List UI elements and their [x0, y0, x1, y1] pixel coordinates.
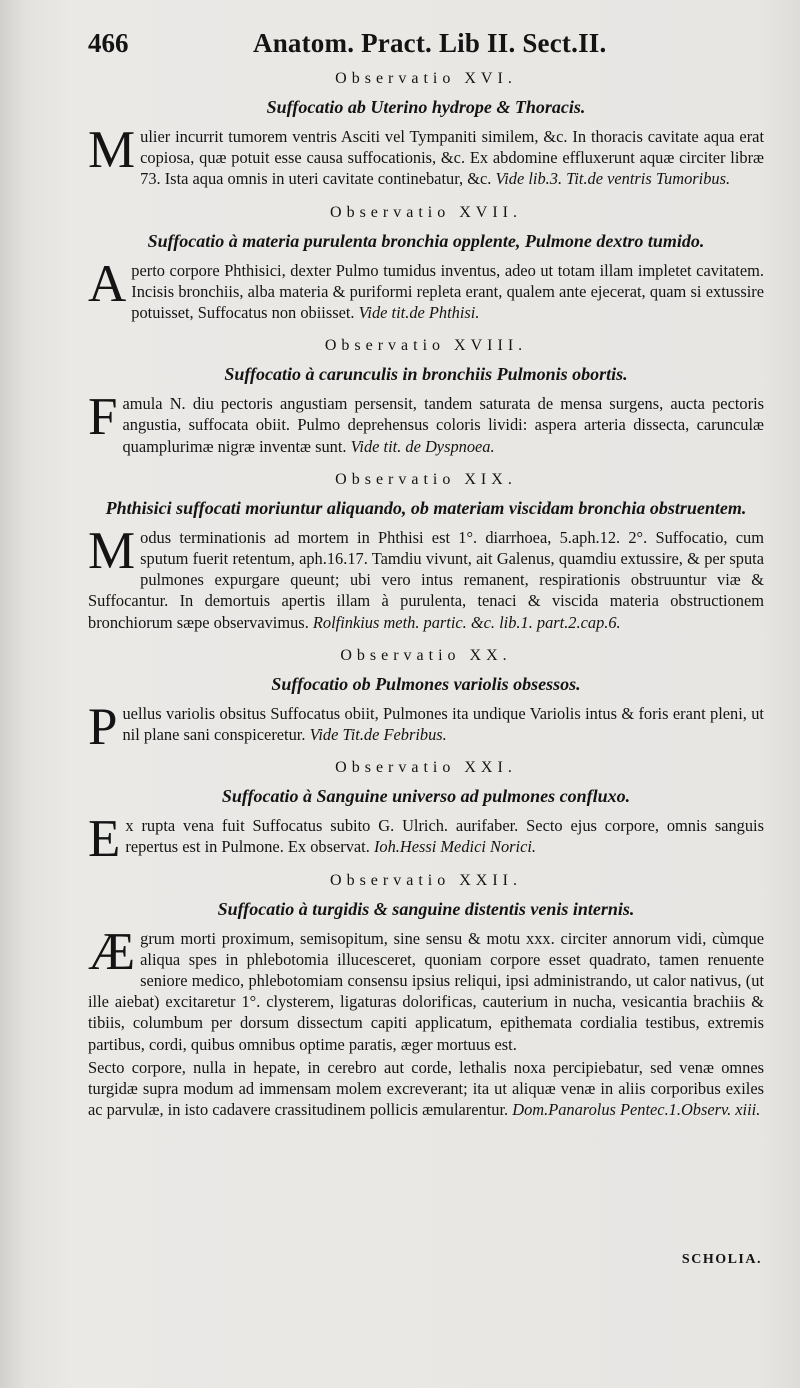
observation-title: Observatio XVII. — [330, 203, 522, 221]
observation-paragraph — [88, 810, 764, 869]
observation-22 — [88, 870, 764, 1121]
observation-subtitle: Phthisici suffocati moriuntur aliquando, ob materiam viscidam bronchia obstruentem. — [105, 497, 747, 518]
cross-reference: Vide lib.3. Tit.de ventris Tumoribus. — [495, 169, 731, 189]
running-head: Anatom. Pract. Lib II. Sect.II. — [253, 28, 607, 58]
observation-paragraph — [88, 922, 764, 1055]
observation-text: uellus variolis obsitus Suffocatus obiit, Pulmones ita undique Variolis intus & foris erant pleni, ut nil plane sani conspiceretur. — [122, 703, 764, 745]
observation-title: Observatio XVIII. — [324, 337, 528, 355]
observation-20 — [88, 645, 764, 756]
observation-18 — [88, 335, 764, 457]
observation-title: Observatio XIX. — [335, 470, 517, 488]
cross-reference: Vide tit. de Dyspnoea. — [350, 436, 495, 456]
observation-subtitle: Suffocatio à materia purulenta bronchia opplente, Pulmone dextro tumido. — [147, 230, 705, 251]
observation-paragraph — [88, 121, 764, 190]
observation-text: grum morti proximum, semisopitum, sine sensu & motu xxx. circiter annorum vidi, cùmque aliqua spes in phlebotomia illucesceret, quoniam corpore esset quadrato, tamen renuente seniore medico, phlebotomiam consensu ipsius reliqui, ipsi administrando, ut calor nativus, (ut ille aiebat) excitaretur 1°. clysterem, ligaturas dolorificas, cauterium in nucha, vesicantia brachiis & tibiis, columbum per dorsum dissectum capiti applicatum, epithemata cordialia testibus, extremis partibus, cordi, quibus omnibus optime paratis, æger mortuus est. — [88, 928, 764, 1054]
observation-text-second: Secto corpore, nulla in hepate, in cerebro aut corde, lethalis noxa percipiebatur, sed venæ omnes turgidæ supra modum ad immensam molem excreverant; ita ut aliquæ venæ in aliis corporibus exiles ac parvulæ, in isto cadavere crassitudinem pollicis æmularentur. — [88, 1057, 764, 1120]
drop-cap: Æ — [88, 922, 136, 981]
observation-19 — [88, 469, 764, 633]
observation-16 — [88, 68, 764, 190]
observation-subtitle: Suffocatio ob Pulmones variolis obsessos. — [271, 673, 581, 694]
observation-text: amula N. diu pectoris angustiam persensit, tandem saturata de mensa surgens, aucta pectoris angustia, suffocata obiit. Pulmo deprehensus coloris lividi: aspera arteria dissecta, carunculæ quamplurimæ nigræ inventæ sunt. — [122, 394, 764, 456]
observation-text: perto corpore Phthisici, dexter Pulmo tumidus inventus, adeo ut totam illam impletet cavitatem. Incisis bronchiis, alba materia & puriformi repleta erant, qualem ante ejecerat, quam si extussire potuisset, Suffocatus non obiisset. — [131, 260, 764, 323]
observation-paragraph — [88, 254, 764, 324]
page-header — [88, 28, 764, 68]
cross-reference: Dom.Panarolus Pentec.1.Observ. xiii. — [512, 1100, 761, 1120]
observation-paragraph — [88, 697, 764, 756]
cross-reference: Vide Tit.de Febribus. — [309, 725, 447, 745]
observation-subtitle: Suffocatio ab Uterino hydrope & Thoracis. — [266, 97, 586, 117]
observation-title: Observatio XXI. — [335, 759, 517, 777]
drop-cap: P — [88, 697, 118, 756]
observation-title: Observatio XX. — [340, 646, 512, 664]
observation-21 — [88, 757, 764, 869]
cross-reference: Rolfinkius meth. partic. &c. lib.1. part.2.cap.6. — [312, 612, 621, 632]
observation-paragraph — [88, 521, 764, 633]
drop-cap: M — [88, 521, 136, 580]
drop-cap: M — [88, 121, 136, 179]
observation-text: x rupta vena fuit Suffocatus subito G. Ulrich. aurifaber. Secto ejus corpore, omnis sanguis repertus est in Pulmone. Ex observat. — [125, 816, 764, 857]
observation-subtitle: Suffocatio à carunculis in bronchiis Pulmonis obortis. — [224, 364, 628, 385]
cross-reference: Ioh.Hessi Medici Norici. — [373, 837, 536, 857]
drop-cap: E — [88, 810, 121, 869]
observation-title: Observatio XXII. — [330, 871, 522, 889]
catchword: SCHOLIA. — [681, 1252, 762, 1267]
observation-text: odus terminationis ad mortem in Phthisi est 1°. diarrhoea, 5.aph.12. 2°. Suffocatio, cum sputum fuerit retentum, aph.16.17. Tamdiu vivunt, ait Galenus, quamdiu extussire, & per sputa pulmones expurgare queunt; ubi vero intus remanent, respirationis obstruuntur viæ & Suffocantur. In demortuis apertis illam à purulenta, tenaci & viscida materia obstructionem bronchiorum sæpe observavimus. — [88, 527, 764, 632]
observation-subtitle: Suffocatio à Sanguine universo ad pulmones confluxo. — [221, 786, 631, 807]
drop-cap: F — [88, 388, 118, 447]
page-number: 466 — [88, 28, 129, 58]
observation-17 — [88, 202, 764, 324]
observation-title: Observatio XVI. — [335, 70, 517, 87]
observation-subtitle: Suffocatio à turgidis & sanguine distentis venis internis. — [217, 898, 635, 919]
drop-cap: A — [88, 254, 127, 313]
cross-reference: Vide tit.de Phthisi. — [358, 303, 480, 323]
observation-paragraph — [88, 388, 764, 457]
observation-text: ulier incurrit tumorem ventris Asciti vel Tympaniti similem, &c. In thoracis cavitate aqua erat copiosa, quæ potuit esse causa suffocationis, &c. Ex abdomine effluxerunt aquæ circiter libræ 73. Ista aqua omnis in uteri cavitate continebatur, &c. — [140, 127, 764, 189]
observation-paragraph-second — [88, 1057, 764, 1121]
